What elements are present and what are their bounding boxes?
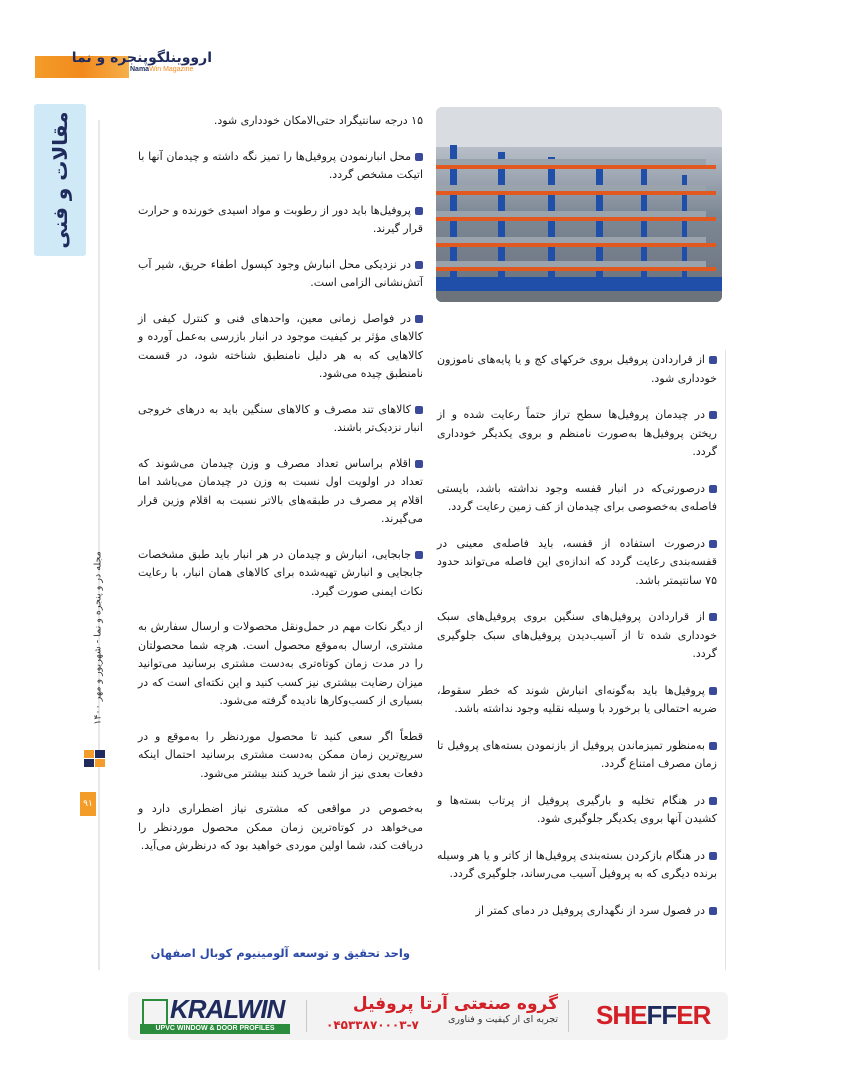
paragraph (437, 351, 717, 388)
kralwin-name: KRALWIN (170, 994, 285, 1024)
arta-profile-ad (320, 994, 558, 1032)
bullet-icon (415, 315, 423, 323)
paragraph (437, 535, 717, 591)
bullet-icon (415, 406, 423, 414)
paragraph (138, 401, 423, 438)
logo-persian: ارووینلگوپنجره و نما (71, 50, 212, 66)
bullet-icon (415, 207, 423, 215)
paragraph (437, 480, 717, 517)
bullet-icon (709, 687, 717, 695)
paragraph-text: در فواصل زمانی معین، واحدهای فنی و کنترل کیفی از کالاهای مؤثر بر کیفیت موجود در انبار بازرسی به‌عمل آورده و کالاهایی که به هر دلیل نامنطبق شناخته شود، در قسمت نامنطبق چیده می‌شود. (138, 311, 423, 380)
sheffer-logo: SHEFFER (596, 1000, 711, 1030)
paragraph-text: به‌منظور تمیزماندن پروفیل از بازنمودن بسته‌های پروفیل تا زمان مصرف امتناع گردد. (437, 738, 717, 770)
bullet-icon (709, 852, 717, 860)
bullet-icon (709, 411, 717, 419)
paragraph-text: ۱۵ درجه سانتیگراد حتی‌الامکان خودداری شود. (213, 114, 423, 127)
bullet-icon (709, 742, 717, 750)
paragraph-text: قطعاً اگر سعی کنید تا محصول موردنظر را به‌موقع و در سریع‌ترین زمان ممکن به‌دست مشتری برسانید احتمال اینکه دفعات بعدی نیز از شما خرید کنند بیشتر می‌شود. (138, 729, 423, 780)
paragraph (138, 148, 423, 185)
paragraph (437, 847, 717, 884)
window-logo-icon (82, 744, 108, 770)
section-title: مقالات و فنی (48, 111, 72, 249)
kralwin-subtitle: UPVC WINDOW & DOOR PROFILES (140, 1024, 290, 1034)
paragraph (437, 406, 717, 462)
paragraph-text: از دیگر نکات مهم در حمل‌ونقل محصولات و ارسال سفارش به مشتری، ارسال به‌موقع محصول است. هرچه شما محصولتان را در مدت زمان کوتاه‌تری به‌دست مشتری برسانید می‌توانید میزان رضایت بیشتری نیز کسب کنید و این نکته‌ای است که در بسیاری از کسب‌وکارها نادیده گرفته می‌شود. (138, 620, 423, 707)
kralwin-logo (140, 996, 300, 1036)
logo-english: NamaWin Magazine (130, 66, 194, 73)
section-tab (34, 104, 86, 256)
ad-separator (306, 1000, 307, 1032)
warehouse-photo (436, 107, 722, 302)
margin-divider (98, 120, 100, 970)
paragraph (437, 902, 717, 921)
paragraph-text: درصورت استفاده از قفسه، باید فاصله‌ی معینی در قفسه‌بندی رعایت گردد که اندازه‌ی این فاصله می‌تواند حدود ۷۵ سانتیمتر باشد. (437, 536, 717, 587)
paragraph-text: به‌خصوص در مواقعی که مشتری نیاز اضطراری دارد و می‌خواهد در کوتاه‌ترین زمان ممکن محصول موردنظر را دریافت کند، شما اولین موردی خواهید بود که درنظرش می‌آید. (138, 802, 423, 852)
ad-separator (568, 1000, 569, 1032)
paragraph-text: اقلام براساس تعداد مصرف و وزن چیدمان می‌شوند که تعداد در اولویت اول نسبت به وزن در چیدمان می‌باشد اما اقلام پر مصرف در طبقه‌های بالاتر نسبت به اقلام وزین قرار می‌گیرند. (138, 456, 423, 525)
article-author: واحد تحقیق و توسعه آلومینیوم کوبال اصفهان (150, 946, 410, 960)
paragraph (138, 202, 423, 239)
paragraph (138, 618, 423, 711)
advertisement-banner[interactable] (128, 992, 728, 1040)
page-number: ۹۱ (80, 792, 96, 816)
bullet-icon (709, 356, 717, 364)
paragraph-text: در نزدیکی محل انبارش وجود کپسول اطفاء حریق، شیر آب آتش‌نشانی الزامی است. (138, 257, 423, 289)
paragraph-text: از قراردادن پروفیل بروی خرکهای کج و یا پایه‌های ناموزون خودداری شود. (437, 353, 717, 385)
bullet-icon (709, 540, 717, 548)
magazine-issue-line (92, 548, 104, 728)
paragraph-text: پروفیل‌ها باید دور از رطوبت و مواد اسیدی خورنده و حرارت قرار گیرند. (138, 203, 423, 235)
column-divider (725, 350, 726, 970)
paragraph-text: در هنگام تخلیه و بارگیری پروفیل از پرتاب بسته‌ها و کشیدن آنها بروی یکدیگر جلوگیری شود. (437, 793, 717, 825)
paragraph-text: پروفیل‌ها باید به‌گونه‌ای انبارش شوند که خطر سقوط، ضربه احتمالی یا برخورد با وسیله نقلیه وجود نداشته باشد. (437, 683, 717, 715)
paragraph-text: در فصول سرد از نگهداری پروفیل در دمای کمتر از (475, 903, 705, 917)
paragraph-text: درصورتی‌که در انبار قفسه وجود نداشته باشد، بایستی فاصله‌ی به‌خصوصی برای چیدمان از کف زمین رعایت گردد. (437, 481, 717, 513)
paragraph-text: در هنگام بازکردن بسته‌بندی پروفیل‌ها از کاتر و یا هر وسیله برنده دیگری که به پروفیل آسیب می‌رساند، جلوگیری گردد. (437, 848, 717, 880)
paragraph-text: محل انبارنمودن پروفیل‌ها را تمیز نگه داشته و چیدمان آنها با اتیکت مشخص گردد. (138, 149, 423, 181)
bullet-icon (709, 797, 717, 805)
arta-title: گروه صنعتی آرتا پروفیل (352, 994, 558, 1014)
paragraph (138, 800, 423, 856)
paragraph (138, 546, 423, 602)
bullet-icon (709, 485, 717, 493)
bullet-icon (415, 551, 423, 559)
paragraph-text: از قراردادن پروفیل‌های سنگین بروی پروفیل‌های سبک خودداری شده تا از آسیب‌دیدن پروفیل‌های سبک جلوگیری گردد. (437, 610, 717, 660)
paragraph (138, 310, 423, 384)
paragraph (138, 256, 423, 293)
bullet-icon (415, 460, 423, 468)
paragraph (437, 682, 717, 719)
right-text-column (437, 351, 717, 938)
bullet-icon (415, 153, 423, 161)
left-text-column (138, 112, 423, 873)
arta-slogan: تجربه ای از کیفیت و فناوری (447, 1014, 558, 1025)
paragraph (437, 737, 717, 774)
paragraph-text: کالاهای تند مصرف و کالاهای سنگین باید به درهای خروجی انبار نزدیک‌تر باشند. (138, 402, 423, 434)
bullet-icon (709, 907, 717, 915)
magazine-logo (71, 50, 212, 80)
cantilever-rack-image (436, 107, 722, 302)
bullet-icon (709, 613, 717, 621)
paragraph (437, 608, 717, 664)
paragraph (138, 455, 423, 529)
bullet-icon (415, 261, 423, 269)
paragraph (437, 792, 717, 829)
paragraph-text: در چیدمان پروفیل‌ها سطح تراز حتماً رعایت شده و از ریختن پروفیل‌ها به‌صورت نامنظم و بروی یکدیگر خودداری گردد. (437, 408, 717, 458)
paragraph (138, 728, 423, 784)
paragraph-text: جابجایی، انبارش و چیدمان در هر انبار باید طبق مشخصات جابجایی و انبارش تهیه‌شده برای کالاهای همان انبار، با رعایت نکات ایمنی صورت گیرد. (138, 547, 423, 598)
paragraph (138, 112, 423, 131)
magazine-issue-text: مجله در و پنجره و نما - شهریور و مهر ۱۴۰۰ (92, 551, 104, 725)
arta-phone: ۰۴۵۳۳۸۷۰۰۰۳-۷ (326, 1018, 419, 1032)
